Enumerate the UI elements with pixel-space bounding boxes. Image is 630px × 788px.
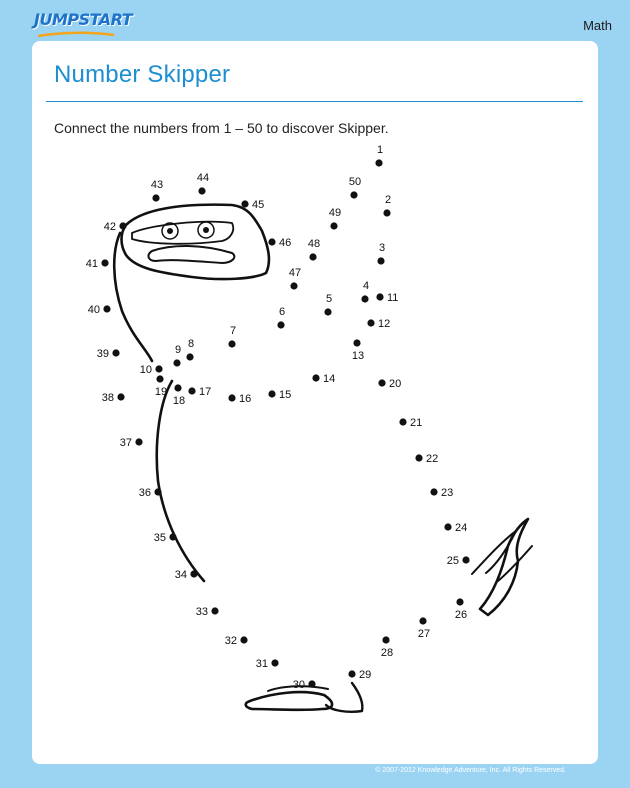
- dot-label: 39: [96, 348, 109, 360]
- dot-marker: [101, 259, 108, 266]
- dot-33: [196, 606, 219, 618]
- dot-15: [268, 389, 291, 401]
- dot-label: 18: [172, 395, 186, 407]
- dot-marker: [350, 191, 357, 198]
- dot-marker: [419, 617, 426, 624]
- dot-39: [97, 348, 120, 360]
- dot-label: 20: [389, 378, 402, 390]
- dot-26: [455, 598, 467, 621]
- dot-label: 45: [252, 199, 265, 211]
- dot-marker: [444, 523, 451, 530]
- dot-marker: [174, 384, 181, 391]
- dot-31: [256, 658, 279, 670]
- dot-label: 21: [410, 417, 423, 429]
- dot-marker: [399, 418, 406, 425]
- subject-label: Math: [583, 18, 612, 33]
- dot-label: 22: [426, 453, 439, 465]
- dot-marker: [377, 257, 384, 264]
- dot-marker: [348, 670, 355, 677]
- dot-marker: [198, 187, 205, 194]
- dot-marker: [430, 488, 437, 495]
- dot-label: 31: [255, 658, 268, 670]
- dot-49: [329, 207, 341, 230]
- dot-29: [348, 669, 371, 681]
- dot-35: [154, 532, 177, 544]
- dot-41: [86, 258, 109, 270]
- dot-marker: [154, 488, 161, 495]
- worksheet-card: [32, 41, 598, 774]
- dot-to-dot-puzzle: [32, 41, 598, 764]
- dot-22: [415, 453, 438, 465]
- dot-marker: [186, 353, 193, 360]
- dot-label: 19: [154, 386, 168, 398]
- dot-10: [140, 364, 163, 376]
- dot-label: 9: [174, 344, 182, 356]
- dot-marker: [117, 393, 124, 400]
- dot-label: 29: [359, 669, 372, 681]
- dot-label: 34: [174, 569, 187, 581]
- dot-marker: [228, 340, 235, 347]
- dot-label: 11: [387, 292, 399, 304]
- dot-label: 26: [454, 609, 468, 621]
- dot-label: 6: [278, 306, 286, 318]
- dot-marker: [330, 222, 337, 229]
- dot-1: [375, 144, 383, 167]
- dot-label: 28: [380, 647, 394, 659]
- beak: [149, 246, 235, 263]
- dot-11: [376, 292, 398, 304]
- dot-marker: [188, 387, 195, 394]
- dot-marker: [353, 339, 360, 346]
- dot-19: [155, 375, 167, 398]
- dot-label: 42: [103, 221, 116, 233]
- dot-marker: [382, 636, 389, 643]
- dot-marker: [268, 238, 275, 245]
- dot-12: [367, 318, 390, 330]
- dot-label: 30: [292, 679, 305, 691]
- dot-marker: [155, 365, 162, 372]
- dot-25: [447, 555, 470, 567]
- dot-marker: [190, 570, 197, 577]
- dot-label: 25: [446, 555, 459, 567]
- dot-4: [361, 280, 369, 303]
- dot-marker: [375, 159, 382, 166]
- dot-marker: [324, 308, 331, 315]
- belly-line: [154, 381, 204, 581]
- dot-13: [352, 339, 364, 362]
- dot-24: [444, 522, 467, 534]
- eye-band: [132, 222, 233, 244]
- dot-37: [120, 437, 143, 449]
- dot-marker: [290, 282, 297, 289]
- dot-47: [289, 267, 301, 290]
- dot-43: [151, 179, 163, 202]
- instructions: Connect the numbers from 1 – 50 to discover Skipper.: [54, 120, 389, 136]
- dot-marker: [241, 200, 248, 207]
- dot-label: 3: [378, 242, 386, 254]
- dot-14: [312, 373, 335, 385]
- dot-46: [268, 237, 291, 249]
- dot-marker: [268, 390, 275, 397]
- dot-marker: [456, 598, 463, 605]
- dot-label: 15: [279, 389, 292, 401]
- dot-label: 16: [239, 393, 252, 405]
- dot-34: [175, 569, 198, 581]
- dot-label: 48: [307, 238, 321, 250]
- dot-label: 8: [187, 338, 195, 350]
- dot-label: 41: [85, 258, 98, 270]
- dot-6: [277, 306, 285, 329]
- dot-marker: [211, 607, 218, 614]
- dot-marker: [462, 556, 469, 563]
- dot-32: [225, 635, 248, 647]
- dot-marker: [378, 379, 385, 386]
- dot-label: 14: [323, 373, 336, 385]
- dot-marker: [112, 349, 119, 356]
- dot-label: 5: [325, 293, 333, 305]
- dot-marker: [103, 305, 110, 312]
- feet-outline: [246, 692, 332, 710]
- dot-50: [349, 176, 361, 199]
- logo-text: JUMPSTART: [34, 10, 133, 29]
- dot-marker: [271, 659, 278, 666]
- dot-label: 24: [455, 522, 468, 534]
- dot-label: 23: [441, 487, 454, 499]
- dot-label: 7: [229, 325, 237, 337]
- dot-40: [88, 304, 111, 316]
- dot-marker: [240, 636, 247, 643]
- dot-marker: [415, 454, 422, 461]
- dot-27: [418, 617, 430, 640]
- dot-label: 38: [101, 392, 114, 404]
- dot-17: [188, 386, 211, 398]
- dot-marker: [119, 222, 126, 229]
- dot-36: [139, 487, 162, 499]
- dot-marker: [156, 375, 163, 382]
- dot-48: [308, 238, 320, 261]
- dot-28: [381, 636, 393, 659]
- dot-marker: [152, 194, 159, 201]
- penguin-outline-drawing: [114, 205, 532, 712]
- dot-marker: [309, 253, 316, 260]
- dot-label: 44: [196, 172, 210, 184]
- dot-7: [228, 325, 236, 348]
- dot-label: 37: [119, 437, 132, 449]
- dot-label: 17: [199, 386, 212, 398]
- dot-2: [383, 194, 391, 217]
- dot-label: 47: [288, 267, 302, 279]
- dot-30: [293, 679, 316, 691]
- dot-label: 12: [378, 318, 391, 330]
- dot-label: 13: [351, 350, 365, 362]
- dot-9: [173, 344, 181, 367]
- body-left-outline: [114, 233, 152, 361]
- dot-label: 1: [376, 144, 384, 156]
- dot-marker: [135, 438, 142, 445]
- numbered-dots: [86, 144, 470, 691]
- dot-label: 32: [224, 635, 237, 647]
- dot-label: 46: [279, 237, 292, 249]
- dot-44: [197, 172, 209, 195]
- worksheet-title: Number Skipper: [54, 61, 231, 88]
- dot-label: 4: [362, 280, 370, 292]
- dot-label: 36: [138, 487, 151, 499]
- dot-5: [324, 293, 332, 316]
- dot-label: 10: [139, 364, 152, 376]
- dot-marker: [228, 394, 235, 401]
- jumpstart-logo: [34, 8, 133, 38]
- dot-marker: [367, 319, 374, 326]
- dot-38: [102, 392, 125, 404]
- dot-8: [186, 338, 194, 361]
- dot-label: 2: [384, 194, 392, 206]
- dot-marker: [361, 295, 368, 302]
- copyright-footer: © 2007-2012 Knowledge Adventure, Inc. All Rights Reserved.: [375, 767, 566, 774]
- dot-3: [377, 242, 385, 265]
- dot-label: 35: [153, 532, 166, 544]
- dot-label: 40: [87, 304, 100, 316]
- dot-label: 43: [150, 179, 164, 191]
- dot-marker: [383, 209, 390, 216]
- dot-marker: [169, 533, 176, 540]
- dot-marker: [277, 321, 284, 328]
- dot-label: 50: [348, 176, 362, 188]
- dot-21: [399, 417, 422, 429]
- dot-marker: [312, 374, 319, 381]
- dot-marker: [173, 359, 180, 366]
- flipper-outline: [480, 519, 528, 615]
- dot-marker: [376, 293, 383, 300]
- dot-20: [378, 378, 401, 390]
- dot-label: 27: [417, 628, 431, 640]
- dot-16: [228, 393, 251, 405]
- dot-18: [173, 384, 185, 407]
- dot-marker: [308, 680, 315, 687]
- dot-23: [430, 487, 453, 499]
- logo-swoosh-icon: [36, 30, 116, 38]
- dot-label: 33: [195, 606, 208, 618]
- dot-label: 49: [328, 207, 342, 219]
